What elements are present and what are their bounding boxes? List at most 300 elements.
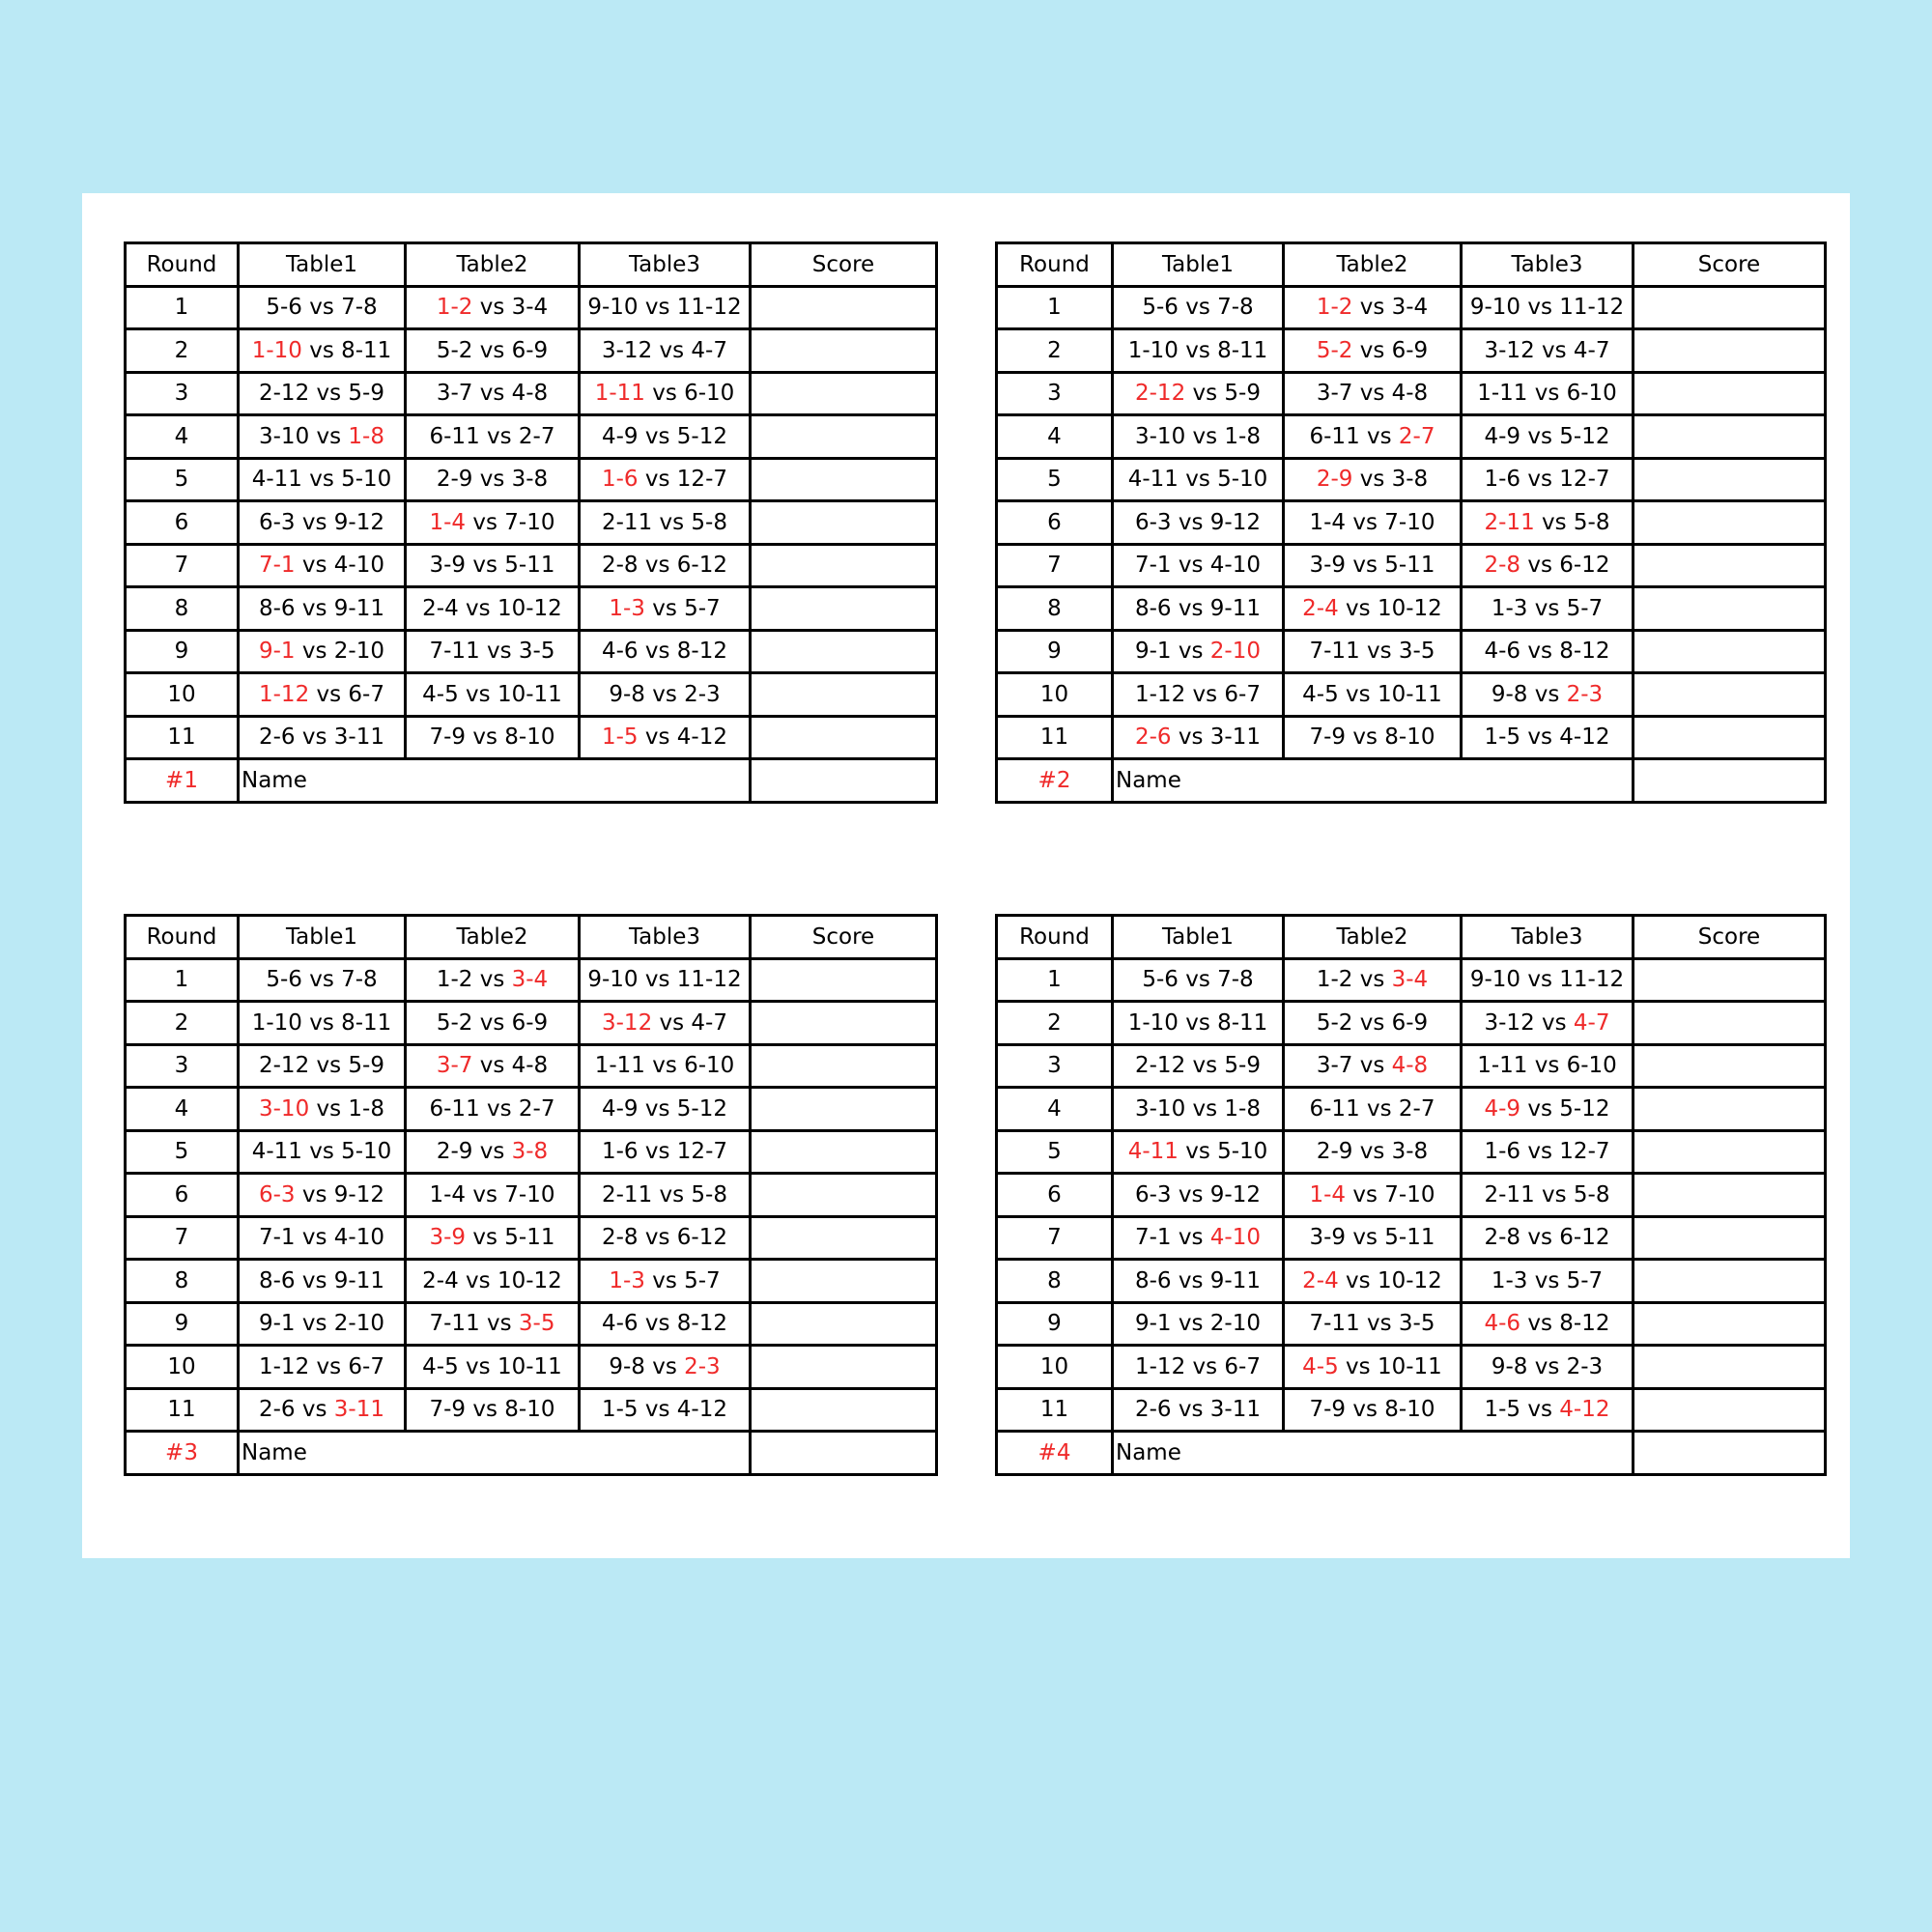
score-cell[interactable] xyxy=(751,1346,937,1389)
team-left: 2-8 xyxy=(602,553,639,579)
team-left: 1-2 xyxy=(1316,295,1353,321)
vs-label: vs xyxy=(644,1053,685,1079)
vs-label: vs xyxy=(309,681,349,707)
team-left: 1-10 xyxy=(1127,1009,1179,1036)
score-cell[interactable] xyxy=(1634,1302,1826,1346)
team-right: 6-12 xyxy=(676,553,727,579)
vs-label: vs xyxy=(1178,967,1218,993)
vs-label: vs xyxy=(652,1009,692,1036)
team-right: 11-12 xyxy=(1559,967,1625,993)
team-left: 7-1 xyxy=(1135,553,1172,579)
round-row xyxy=(126,1130,937,1174)
team-left: 1-11 xyxy=(1477,381,1528,407)
team-left: 7-1 xyxy=(259,1225,296,1251)
team-left: 2-6 xyxy=(1135,1397,1172,1423)
total-score-cell[interactable] xyxy=(751,1432,937,1475)
team-left: 1-5 xyxy=(602,1397,639,1423)
total-score-cell[interactable] xyxy=(1634,759,1826,803)
team-right: 5-12 xyxy=(1559,423,1610,449)
vs-label: vs xyxy=(295,1267,334,1293)
score-cell[interactable] xyxy=(1634,1260,1826,1303)
match-table3 xyxy=(1462,1302,1634,1346)
team-right: 5-7 xyxy=(684,595,721,621)
team-left: 5-6 xyxy=(266,967,302,993)
round-row xyxy=(997,673,1826,717)
name-field[interactable]: Name xyxy=(1113,759,1634,803)
score-cell[interactable] xyxy=(1634,716,1826,759)
match-table3 xyxy=(580,1302,751,1346)
score-cell[interactable] xyxy=(1634,1044,1826,1088)
match-table3 xyxy=(1462,1346,1634,1389)
score-cell[interactable] xyxy=(751,716,937,759)
vs-label: vs xyxy=(1527,681,1567,707)
card-number: #4 xyxy=(997,1432,1113,1475)
round-number: 5 xyxy=(997,1130,1113,1174)
vs-label: vs xyxy=(1185,1353,1225,1379)
score-cell[interactable] xyxy=(751,958,937,1002)
team-right: 9-12 xyxy=(333,509,384,535)
team-left: 9-10 xyxy=(587,967,639,993)
team-right: 4-10 xyxy=(333,1225,384,1251)
team-left: 5-2 xyxy=(436,1009,473,1036)
team-left: 1-12 xyxy=(259,681,310,707)
score-cell[interactable] xyxy=(751,587,937,631)
match-table2 xyxy=(406,372,580,415)
match-table1 xyxy=(1113,329,1284,373)
vs-label: vs xyxy=(1534,1181,1574,1208)
vs-label: vs xyxy=(652,1181,692,1208)
vs-label: vs xyxy=(472,295,512,321)
score-cell[interactable] xyxy=(751,1174,937,1217)
round-number: 3 xyxy=(126,1044,239,1088)
team-left: 1-5 xyxy=(602,724,639,751)
vs-label: vs xyxy=(638,1397,677,1423)
match-table1 xyxy=(1113,372,1284,415)
match-table2 xyxy=(406,1002,580,1045)
score-cell[interactable] xyxy=(1634,1174,1826,1217)
match-table1 xyxy=(1113,501,1284,545)
vs-label: vs xyxy=(644,595,685,621)
column-header-round: Round xyxy=(997,243,1113,287)
round-row xyxy=(126,501,937,545)
match-table2 xyxy=(406,673,580,717)
round-number: 10 xyxy=(997,1346,1113,1389)
name-field[interactable]: Name xyxy=(1113,1432,1634,1475)
match-table2 xyxy=(406,958,580,1002)
vs-label: vs xyxy=(1171,595,1210,621)
match-table1 xyxy=(239,1216,406,1260)
match-table1 xyxy=(239,630,406,673)
score-cell[interactable] xyxy=(751,501,937,545)
vs-label: vs xyxy=(1534,337,1574,363)
vs-label: vs xyxy=(1352,967,1392,993)
team-left: 1-2 xyxy=(436,295,473,321)
match-table2 xyxy=(1284,329,1462,373)
team-right: 6-9 xyxy=(511,337,549,363)
round-row xyxy=(126,1044,937,1088)
team-right: 10-12 xyxy=(497,595,562,621)
team-left: 9-8 xyxy=(609,681,645,707)
scorecard-2 xyxy=(995,242,1827,804)
team-left: 7-9 xyxy=(1309,724,1347,751)
vs-label: vs xyxy=(1520,295,1560,321)
vs-label: vs xyxy=(1178,295,1218,321)
team-right: 4-12 xyxy=(1559,724,1610,751)
team-left: 5-6 xyxy=(266,295,302,321)
round-row xyxy=(126,544,937,587)
column-header-round: Round xyxy=(997,916,1113,959)
team-right: 1-8 xyxy=(348,423,384,449)
team-left: 2-4 xyxy=(422,595,459,621)
team-left: 1-2 xyxy=(436,967,473,993)
match-table1 xyxy=(1113,630,1284,673)
round-row xyxy=(997,501,1826,545)
team-right: 6-10 xyxy=(1566,381,1617,407)
score-cell[interactable] xyxy=(1634,1388,1826,1432)
match-table3 xyxy=(580,587,751,631)
team-left: 1-4 xyxy=(1309,509,1347,535)
score-cell[interactable] xyxy=(1634,544,1826,587)
header-row xyxy=(997,243,1826,287)
match-table3 xyxy=(1462,958,1634,1002)
score-cell[interactable] xyxy=(1634,630,1826,673)
score-cell[interactable] xyxy=(751,1044,937,1088)
score-cell[interactable] xyxy=(751,415,937,459)
match-table3 xyxy=(580,1174,751,1217)
score-cell[interactable] xyxy=(1634,458,1826,501)
round-row xyxy=(997,716,1826,759)
vs-label: vs xyxy=(638,724,677,751)
match-table2 xyxy=(406,1216,580,1260)
round-number: 8 xyxy=(997,587,1113,631)
round-number: 4 xyxy=(126,415,239,459)
score-cell[interactable] xyxy=(1634,1130,1826,1174)
vs-label: vs xyxy=(644,681,685,707)
team-left: 6-11 xyxy=(429,1095,480,1122)
team-left: 2-6 xyxy=(259,724,296,751)
team-right: 7-10 xyxy=(504,509,555,535)
vs-label: vs xyxy=(1527,1053,1567,1079)
team-right: 5-12 xyxy=(676,423,727,449)
round-row xyxy=(126,1346,937,1389)
team-left: 1-12 xyxy=(259,1353,310,1379)
round-number: 2 xyxy=(997,1002,1113,1045)
team-left: 8-6 xyxy=(259,595,296,621)
round-number: 9 xyxy=(126,630,239,673)
round-row xyxy=(126,673,937,717)
match-table3 xyxy=(580,1260,751,1303)
match-table2 xyxy=(406,587,580,631)
score-cell[interactable] xyxy=(1634,329,1826,373)
match-table1 xyxy=(1113,1260,1284,1303)
match-table1 xyxy=(1113,1174,1284,1217)
team-left: 4-11 xyxy=(1127,1139,1179,1165)
team-right: 10-11 xyxy=(1377,681,1442,707)
team-left: 8-6 xyxy=(1135,595,1172,621)
round-row xyxy=(126,1174,937,1217)
team-left: 3-10 xyxy=(1135,1095,1186,1122)
team-right: 10-12 xyxy=(1377,1267,1442,1293)
vs-label: vs xyxy=(1520,553,1560,579)
team-left: 4-6 xyxy=(1484,639,1521,665)
team-left: 1-11 xyxy=(594,381,645,407)
team-left: 1-6 xyxy=(602,467,639,493)
vs-label: vs xyxy=(1352,295,1392,321)
vs-label: vs xyxy=(295,553,334,579)
score-cell[interactable] xyxy=(751,544,937,587)
team-right: 3-11 xyxy=(333,1397,384,1423)
vs-label: vs xyxy=(1520,1139,1560,1165)
round-row xyxy=(126,372,937,415)
header-row xyxy=(997,916,1826,959)
vs-label: vs xyxy=(1534,509,1574,535)
team-left: 6-3 xyxy=(259,1181,296,1208)
score-cell[interactable] xyxy=(751,1130,937,1174)
score-cell[interactable] xyxy=(751,1002,937,1045)
team-right: 6-7 xyxy=(1224,1353,1261,1379)
team-right: 6-12 xyxy=(1559,553,1610,579)
vs-label: vs xyxy=(1359,1311,1399,1337)
vs-label: vs xyxy=(472,1139,512,1165)
round-row xyxy=(126,1302,937,1346)
team-left: 4-5 xyxy=(1302,1353,1339,1379)
match-table1 xyxy=(1113,1216,1284,1260)
team-left: 7-11 xyxy=(429,1311,480,1337)
team-left: 2-8 xyxy=(1484,553,1521,579)
team-left: 2-12 xyxy=(259,1053,310,1079)
vs-label: vs xyxy=(472,1009,512,1036)
score-cell[interactable] xyxy=(1634,1346,1826,1389)
score-cell[interactable] xyxy=(751,1388,937,1432)
team-left: 4-9 xyxy=(1484,1095,1521,1122)
round-row xyxy=(997,1088,1826,1131)
score-cell[interactable] xyxy=(751,1302,937,1346)
vs-label: vs xyxy=(472,381,512,407)
match-table3 xyxy=(580,1044,751,1088)
match-table1 xyxy=(239,587,406,631)
match-table1 xyxy=(1113,1302,1284,1346)
vs-label: vs xyxy=(1520,967,1560,993)
team-left: 3-9 xyxy=(1309,1225,1347,1251)
vs-label: vs xyxy=(638,639,677,665)
team-right: 5-10 xyxy=(341,1139,392,1165)
total-score-cell[interactable] xyxy=(1634,1432,1826,1475)
team-left: 4-11 xyxy=(1127,467,1179,493)
round-row xyxy=(126,286,937,329)
team-left: 4-6 xyxy=(602,639,639,665)
team-right: 5-8 xyxy=(1573,1181,1610,1208)
match-table1 xyxy=(239,458,406,501)
vs-label: vs xyxy=(1171,724,1210,751)
team-left: 1-10 xyxy=(251,1009,302,1036)
match-table1 xyxy=(239,673,406,717)
team-right: 4-8 xyxy=(1391,381,1429,407)
team-right: 2-7 xyxy=(518,1095,555,1122)
team-right: 2-7 xyxy=(1398,1095,1435,1122)
match-table3 xyxy=(580,630,751,673)
team-left: 1-10 xyxy=(251,337,302,363)
match-table3 xyxy=(1462,587,1634,631)
match-table3 xyxy=(580,1130,751,1174)
team-left: 9-8 xyxy=(1491,1353,1528,1379)
round-number: 6 xyxy=(997,1174,1113,1217)
score-cell[interactable] xyxy=(1634,372,1826,415)
score-cell[interactable] xyxy=(751,673,937,717)
vs-label: vs xyxy=(1171,639,1210,665)
footer-row xyxy=(126,759,937,803)
match-table3 xyxy=(1462,1388,1634,1432)
vs-label: vs xyxy=(1352,1053,1392,1079)
team-right: 5-12 xyxy=(676,1095,727,1122)
match-table2 xyxy=(1284,673,1462,717)
score-cell[interactable] xyxy=(1634,415,1826,459)
score-cell[interactable] xyxy=(751,630,937,673)
vs-label: vs xyxy=(295,639,334,665)
score-cell[interactable] xyxy=(1634,958,1826,1002)
team-right: 2-10 xyxy=(333,639,384,665)
vs-label: vs xyxy=(1346,1181,1385,1208)
vs-label: vs xyxy=(1520,639,1560,665)
match-table1 xyxy=(239,501,406,545)
match-table2 xyxy=(406,329,580,373)
score-cell[interactable] xyxy=(1634,673,1826,717)
round-row xyxy=(997,286,1826,329)
match-table3 xyxy=(580,286,751,329)
vs-label: vs xyxy=(644,1353,685,1379)
vs-label: vs xyxy=(472,337,512,363)
team-right: 3-11 xyxy=(1209,1397,1261,1423)
column-header-round: Round xyxy=(126,243,239,287)
match-table2 xyxy=(1284,1388,1462,1432)
round-number: 6 xyxy=(126,1174,239,1217)
vs-label: vs xyxy=(1352,1139,1392,1165)
vs-label: vs xyxy=(458,1267,497,1293)
name-field[interactable]: Name xyxy=(239,759,751,803)
match-table1 xyxy=(1113,1044,1284,1088)
round-number: 7 xyxy=(126,1216,239,1260)
team-left: 2-9 xyxy=(1316,467,1353,493)
round-row xyxy=(126,587,937,631)
team-left: 5-6 xyxy=(1142,967,1179,993)
team-left: 3-7 xyxy=(1316,1053,1353,1079)
vs-label: vs xyxy=(1171,1267,1210,1293)
score-cell[interactable] xyxy=(1634,501,1826,545)
match-table1 xyxy=(239,716,406,759)
team-right: 3-4 xyxy=(511,967,549,993)
column-header-table3: Table3 xyxy=(580,916,751,959)
vs-label: vs xyxy=(638,295,677,321)
score-cell[interactable] xyxy=(751,286,937,329)
score-cell[interactable] xyxy=(751,329,937,373)
match-table1 xyxy=(239,1088,406,1131)
team-left: 9-10 xyxy=(1469,295,1521,321)
team-left: 4-6 xyxy=(1484,1311,1521,1337)
team-right: 8-11 xyxy=(341,337,392,363)
team-right: 8-10 xyxy=(504,1397,555,1423)
vs-label: vs xyxy=(638,423,677,449)
team-left: 2-8 xyxy=(1484,1225,1521,1251)
total-score-cell[interactable] xyxy=(751,759,937,803)
team-left: 3-12 xyxy=(1484,337,1535,363)
team-right: 5-8 xyxy=(691,509,727,535)
score-cell[interactable] xyxy=(751,1216,937,1260)
team-right: 5-7 xyxy=(684,1267,721,1293)
match-table2 xyxy=(406,1388,580,1432)
team-left: 4-5 xyxy=(422,681,459,707)
vs-label: vs xyxy=(1178,467,1218,493)
team-right: 2-10 xyxy=(1209,1311,1261,1337)
team-right: 5-9 xyxy=(1224,381,1261,407)
match-table2 xyxy=(406,1260,580,1303)
vs-label: vs xyxy=(1527,1353,1567,1379)
score-sheet-page xyxy=(82,193,1850,1558)
match-table1 xyxy=(239,1260,406,1303)
team-right: 4-10 xyxy=(333,553,384,579)
round-number: 11 xyxy=(126,716,239,759)
round-number: 9 xyxy=(997,630,1113,673)
score-cell[interactable] xyxy=(1634,286,1826,329)
team-right: 4-8 xyxy=(511,1053,549,1079)
round-row xyxy=(126,630,937,673)
round-row xyxy=(126,1388,937,1432)
team-left: 1-4 xyxy=(1309,1181,1347,1208)
team-left: 1-6 xyxy=(602,1139,639,1165)
match-table3 xyxy=(580,1216,751,1260)
team-right: 1-8 xyxy=(1224,423,1261,449)
round-number: 9 xyxy=(126,1302,239,1346)
card-number: #2 xyxy=(997,759,1113,803)
name-field[interactable]: Name xyxy=(239,1432,751,1475)
vs-label: vs xyxy=(295,1181,334,1208)
vs-label: vs xyxy=(1178,1139,1218,1165)
match-table1 xyxy=(1113,544,1284,587)
team-right: 4-7 xyxy=(691,1009,727,1036)
score-cell[interactable] xyxy=(751,1088,937,1131)
team-left: 3-10 xyxy=(1135,423,1186,449)
team-right: 3-4 xyxy=(1391,967,1429,993)
team-right: 1-8 xyxy=(1224,1095,1261,1122)
score-cell[interactable] xyxy=(1634,1088,1826,1131)
score-cell[interactable] xyxy=(751,1260,937,1303)
round-row xyxy=(997,1130,1826,1174)
score-cell[interactable] xyxy=(1634,587,1826,631)
team-right: 3-4 xyxy=(1391,295,1429,321)
team-right: 9-11 xyxy=(1209,1267,1261,1293)
score-cell[interactable] xyxy=(1634,1002,1826,1045)
card-number: #1 xyxy=(126,759,239,803)
score-cell[interactable] xyxy=(1634,1216,1826,1260)
match-table3 xyxy=(580,544,751,587)
vs-label: vs xyxy=(466,553,505,579)
vs-label: vs xyxy=(1534,1009,1574,1036)
round-row xyxy=(997,1174,1826,1217)
team-right: 8-12 xyxy=(1559,639,1610,665)
round-number: 11 xyxy=(997,1388,1113,1432)
score-cell[interactable] xyxy=(751,372,937,415)
match-table2 xyxy=(1284,1260,1462,1303)
score-cell[interactable] xyxy=(751,458,937,501)
round-row xyxy=(126,458,937,501)
match-table2 xyxy=(1284,372,1462,415)
team-left: 3-9 xyxy=(429,553,467,579)
team-right: 10-11 xyxy=(1377,1353,1442,1379)
vs-label: vs xyxy=(1520,1397,1560,1423)
team-left: 2-9 xyxy=(436,467,473,493)
team-left: 2-4 xyxy=(1302,595,1339,621)
team-left: 2-4 xyxy=(1302,1267,1339,1293)
vs-label: vs xyxy=(644,1267,685,1293)
team-left: 6-3 xyxy=(259,509,296,535)
